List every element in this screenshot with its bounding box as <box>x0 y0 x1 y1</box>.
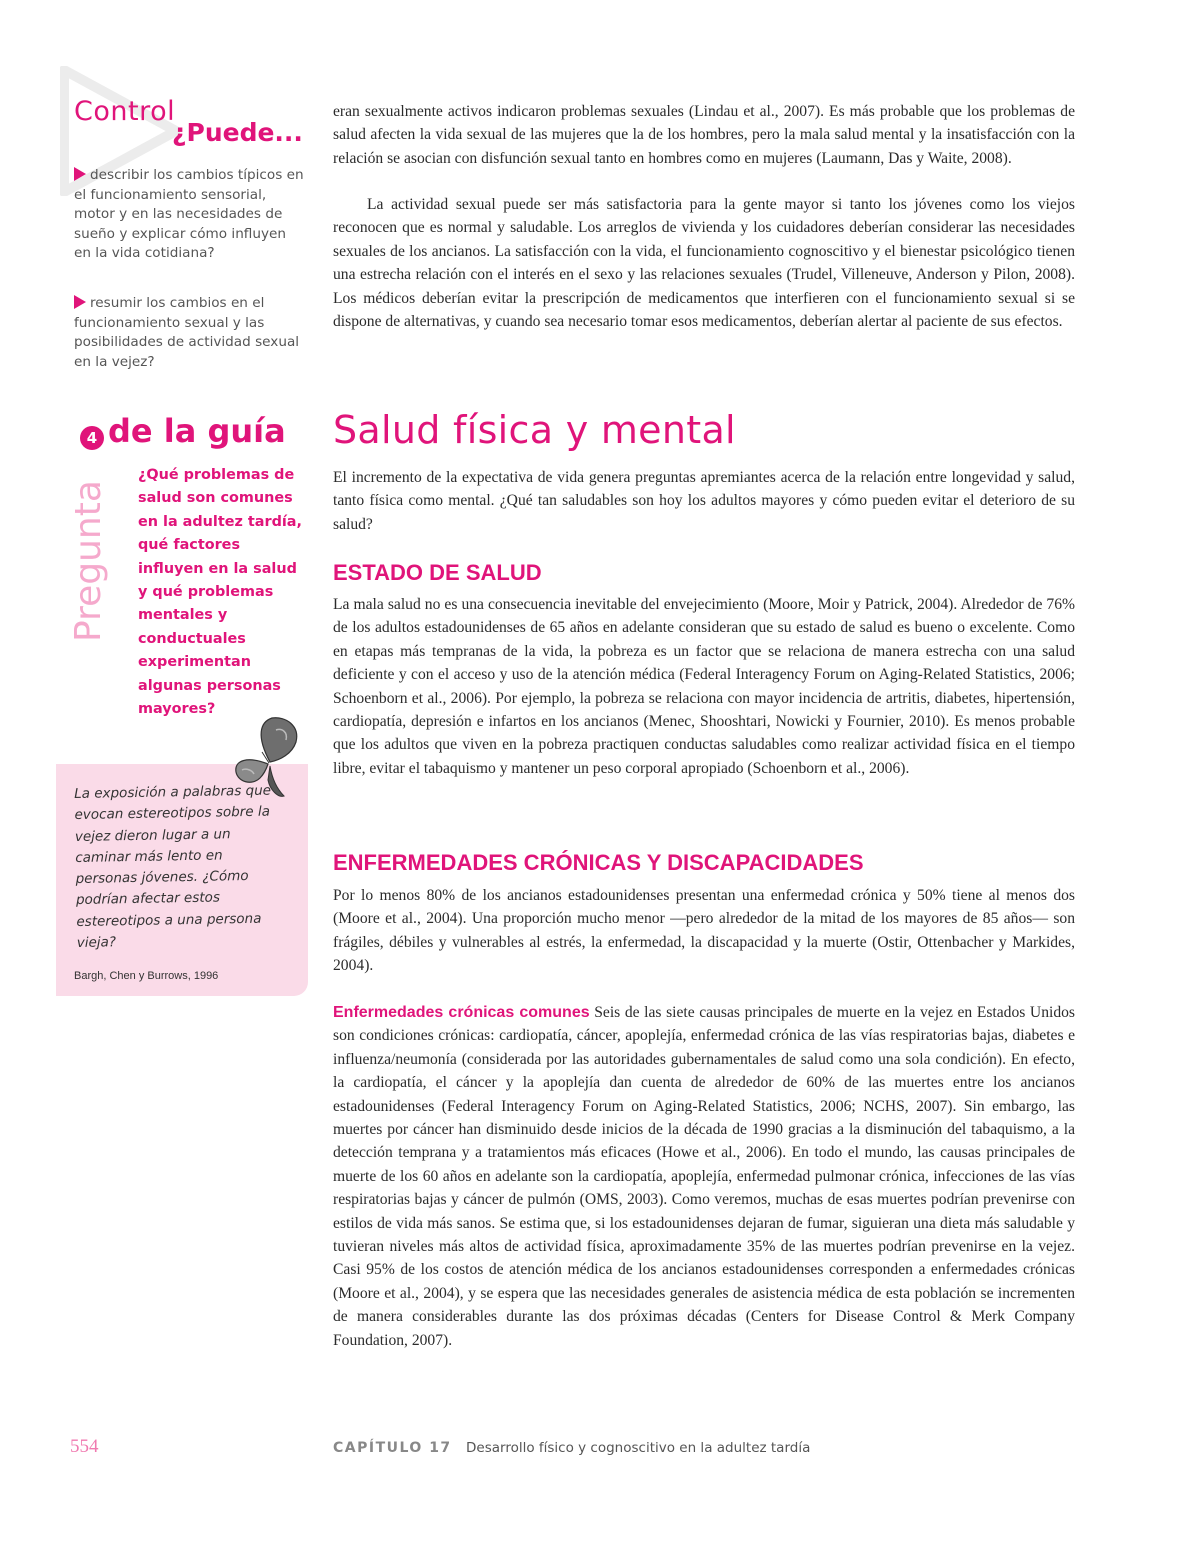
control-label: Control <box>74 96 176 127</box>
pink-triangle-icon <box>74 295 86 309</box>
paragraph: La actividad sexual puede ser más satisfactoria para la gente mayor si tanto los jóvenes como los viejos reconocen que es normal y saludable. Los arreglos de vivienda y los cuidadores deberían considerar las necesidades sexuales de los ancianos. La satisfacción con la vida, el funcionamiento cognoscitivo y el bienestar psicológico tienen una estrecha relación con el interés en el sexo y las relaciones sexuales (Trudel, Villeneuve, Anderson y Pilon, 2008). Los médicos deberían evitar la prescripción de medicamentos que interfieren con el funcionamiento sexual si se dispone de alternativas, y cuando sea necesario tomar esos medicamentos, deberían alertar al paciente de sus efectos. <box>333 196 1075 331</box>
quote-text: La exposición a palabras que evocan estereotipos sobre la vejez dieron lugar a un caminar más lento en personas jóvenes. ¿Cómo podrían afectar estos estereotipos a una persona vieja? <box>74 782 272 952</box>
guia-question: ¿Qué problemas de salud son comunes en la adultez tardía, qué factores influyen en la salud y qué problemas mentales y conductuales experimentan algunas personas mayores? <box>138 467 302 718</box>
control-item <box>74 294 306 372</box>
control-puede-heading: ¿Puede... <box>172 118 303 147</box>
guia-vertical-label <box>58 420 128 680</box>
paragraph-text: Seis de las siete causas principales de muerte en la vejez en Estados Unidos son condiciones crónicas: cardiopatía, cáncer, apoplejía, enfermedad crónica de las vías respiratorias bajas, diabetes e influenza/neumonía (considerada por las autoridades gubernamentales de salud como una sola condición). En efecto, la cardiopatía, el cáncer y la apoplejía dan cuenta de alrededor de 60% de las muertes entre los ancianos estadounidenses (Federal Interagency Forum on Aging-Related Statistics, 2006; NCHS, 2007). Sin embargo, las muertes por cáncer han disminuido desde inicios de la década de 1990 gracias a la disminución del tabaquismo, a la detección temprana y a tratamientos más eficaces (Howe et al., 2006). En todo el mundo, las causas principales de muerte de los 60 años en adelante son la cardiopatía, apoplejía, enfermedad pulmonar crónica, infecciones de las vías respiratorias bajas y cáncer de pulmón (OMS, 2003). Como veremos, muchas de esas muertes podrían prevenirse con estilos de vida más sanos. Se estima que, si los estadounidenses dejaran de fumar, siguieran una dieta más saludable y tuvieran niveles más altos de actividad física, aproximadamente 35% de las muertes podrían prevenirse en la vejez. Casi 95% de los costos de atención médica de los ancianos estadounidenses corresponden a enfermedades crónicas (Moore et al., 2004), y se espera que las necesidades generales de asistencia médica de esta población se incrementen de manera considerables durante las dos próximas décadas (Centers for Disease Control & Merk Company Foundation, 2007). <box>333 1004 1075 1349</box>
section-heading: Salud física y mental <box>333 408 736 452</box>
paragraph <box>333 1001 1075 1352</box>
guia-title: de la guía <box>108 412 286 450</box>
paragraph: eran sexualmente activos indicaron problemas sexuales (Lindau et al., 2007). Es más probable que los problemas de salud afecten la vida sexual de las mujeres que la de los hombres, pero la mala salud mental y la insatisfacción con la relación se asocian con disfunción sexual tanto en hombres como en mujeres (Laumann, Das y Waite, 2008). <box>333 103 1075 167</box>
paragraph: Por lo menos 80% de los ancianos estadounidenses presentan una enfermedad crónica y 50% tiene al menos dos (Moore et al., 2004). Una proporción mucho menor —pero alrededor de la mitad de los mayores de 85 años— son frágiles, débiles y vulnerables al estrés, la enfermedad, la discapacidad y la muerte (Ostir, Ottenbacher y Markides, 2004). <box>333 887 1075 975</box>
guia-vertical-text: Pregunta <box>68 480 109 642</box>
control-item-text: resumir los cambios en el funcionamiento sexual y las posibilidades de actividad sexual en la vejez? <box>74 295 300 370</box>
footer-chapter-title: Desarrollo físico y cognoscitivo en la adultez tardía <box>466 1440 811 1456</box>
pink-triangle-icon <box>74 167 86 181</box>
subsection-heading: ENFERMEDADES CRÓNICAS Y DISCAPACIDADES <box>333 850 864 875</box>
control-item <box>74 166 306 264</box>
control-item-text: describir los cambios típicos en el funcionamiento sensorial, motor y en las necesidades de sueño y explicar cómo influyen en la vida cotidiana? <box>74 167 304 262</box>
page-number: 554 <box>70 1436 99 1457</box>
paragraph: El incremento de la expectativa de vida genera preguntas apremiantes acerca de la relación entre longevidad y salud, tanto física como mental. ¿Qué tan saludables son hoy los adultos mayores y cómo pueden evitar el deterioro de su salud? <box>333 469 1075 533</box>
runin-heading: Enfermedades crónicas comunes <box>333 1004 590 1021</box>
quote-credit: Bargh, Chen y Burrows, 1996 <box>74 970 219 982</box>
guia-number-badge: 4 <box>80 426 104 450</box>
footer-chapter: CAPÍTULO 17 <box>333 1440 452 1456</box>
subsection-heading: ESTADO DE SALUD <box>333 560 542 585</box>
paragraph: La mala salud no es una consecuencia inevitable del envejecimiento (Moore, Moir y Patrick, 2004). Alrededor de 76% de los adultos estadounidenses de 65 años en adelante consideran que su estado de salud es bueno o excelente. Como en etapas más tempranas de la vida, la pobreza es un factor que se relaciona de manera estrecha con una salud deficiente y con el acceso y uso de la atención médica (Federal Interagency Forum on Aging-Related Statistics, 2006; Schoenborn et al., 2006). Por ejemplo, la pobreza se relaciona con mayor incidencia de artritis, diabetes, hipertensión, cardiopatía, depresión e infartos en los ancianos (Menec, Shooshtari, Nowicki y Fournier, 2010). Es menos probable que los adultos que viven en la pobreza practiquen conductas saludables como realizar actividad física en el tiempo libre, evitar el tabaquismo y mantener un peso corporal apropiado (Schoenborn et al., 2006). <box>333 596 1075 777</box>
